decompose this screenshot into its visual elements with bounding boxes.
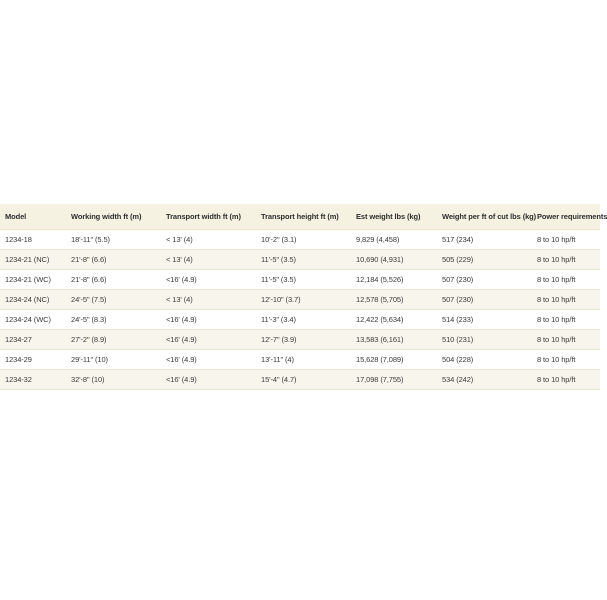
table-header-row [0,204,600,230]
cell-power-requirements: 8 to 10 hp/ft [532,270,600,290]
cell-transport-width: <16' (4.9) [161,350,256,370]
cell-power-requirements: 8 to 10 hp/ft [532,330,600,350]
header-working-width: Working width ft (m) [66,204,161,230]
table-row [0,350,600,370]
cell-est-weight: 10,690 (4,931) [351,250,437,270]
table-row [0,250,600,270]
cell-est-weight: 9,829 (4,458) [351,230,437,250]
header-power-requirements: Power requirements [532,204,600,230]
cell-est-weight: 17,098 (7,755) [351,370,437,390]
table-row [0,310,600,330]
table-body [0,230,600,390]
cell-working-width: 18'-11" (5.5) [66,230,161,250]
cell-power-requirements: 8 to 10 hp/ft [532,310,600,330]
cell-est-weight: 12,422 (5,634) [351,310,437,330]
cell-model: 1234-24 (WC) [0,310,66,330]
cell-model: 1234-24 (NC) [0,290,66,310]
cell-model: 1234-21 (NC) [0,250,66,270]
cell-weight-per-ft: 517 (234) [437,230,532,250]
cell-transport-width: <16' (4.9) [161,270,256,290]
cell-working-width: 21'-8" (6.6) [66,250,161,270]
table-row [0,330,600,350]
cell-transport-width: < 13' (4) [161,250,256,270]
cell-model: 1234-21 (WC) [0,270,66,290]
header-transport-height: Transport height ft (m) [256,204,351,230]
cell-transport-height: 10'-2" (3.1) [256,230,351,250]
cell-power-requirements: 8 to 10 hp/ft [532,230,600,250]
cell-working-width: 24'-5" (8.3) [66,310,161,330]
cell-transport-width: <16' (4.9) [161,370,256,390]
cell-est-weight: 15,628 (7,089) [351,350,437,370]
cell-weight-per-ft: 507 (230) [437,290,532,310]
cell-transport-height: 11'-5" (3.5) [256,270,351,290]
cell-model: 1234-29 [0,350,66,370]
cell-transport-height: 13'-11" (4) [256,350,351,370]
cell-working-width: 29'-11" (10) [66,350,161,370]
cell-working-width: 32'-8" (10) [66,370,161,390]
table-row [0,290,600,310]
cell-model: 1234-18 [0,230,66,250]
table-row [0,230,600,250]
cell-working-width: 21'-8" (6.6) [66,270,161,290]
cell-power-requirements: 8 to 10 hp/ft [532,370,600,390]
cell-model: 1234-27 [0,330,66,350]
table-row [0,370,600,390]
cell-est-weight: 13,583 (6,161) [351,330,437,350]
cell-weight-per-ft: 534 (242) [437,370,532,390]
header-transport-width: Transport width ft (m) [161,204,256,230]
cell-working-width: 27'-2" (8.9) [66,330,161,350]
cell-transport-width: <16' (4.9) [161,330,256,350]
header-model: Model [0,204,66,230]
cell-power-requirements: 8 to 10 hp/ft [532,350,600,370]
specifications-table [0,204,607,390]
cell-weight-per-ft: 514 (233) [437,310,532,330]
cell-est-weight: 12,578 (5,705) [351,290,437,310]
cell-weight-per-ft: 504 (228) [437,350,532,370]
cell-transport-height: 11'-3" (3.4) [256,310,351,330]
cell-transport-width: < 13' (4) [161,230,256,250]
table-row [0,270,600,290]
cell-working-width: 24'-5" (7.5) [66,290,161,310]
cell-model: 1234-32 [0,370,66,390]
cell-transport-height: 12'-10" (3.7) [256,290,351,310]
cell-transport-width: < 13' (4) [161,290,256,310]
cell-transport-width: <16' (4.9) [161,310,256,330]
header-weight-per-ft: Weight per ft of cut lbs (kg) [437,204,532,230]
cell-weight-per-ft: 505 (229) [437,250,532,270]
cell-transport-height: 11'-5" (3.5) [256,250,351,270]
cell-power-requirements: 8 to 10 hp/ft [532,290,600,310]
cell-weight-per-ft: 507 (230) [437,270,532,290]
cell-weight-per-ft: 510 (231) [437,330,532,350]
cell-power-requirements: 8 to 10 hp/ft [532,250,600,270]
cell-est-weight: 12,184 (5,526) [351,270,437,290]
cell-transport-height: 12'-7" (3.9) [256,330,351,350]
cell-transport-height: 15'-4" (4.7) [256,370,351,390]
header-est-weight: Est weight lbs (kg) [351,204,437,230]
